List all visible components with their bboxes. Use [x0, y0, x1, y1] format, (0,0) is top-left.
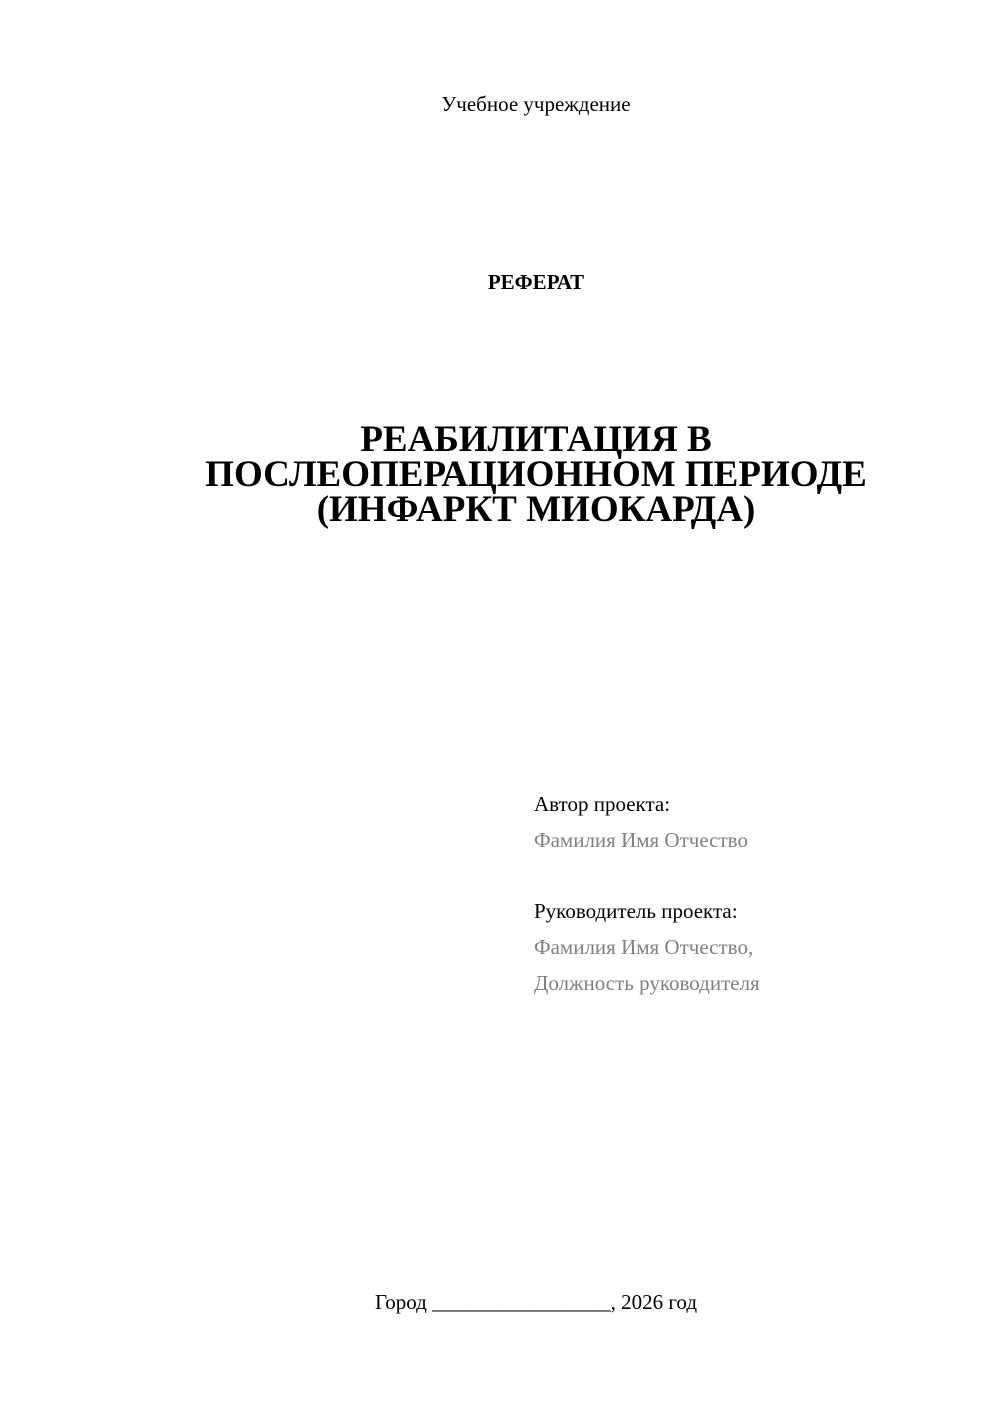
supervisor-name: Фамилия Имя Отчество, — [534, 935, 754, 959]
supervisor-label: Руководитель проекта: — [534, 899, 738, 923]
document-type: РЕФЕРАТ — [487, 270, 585, 294]
city-year-footer: Город _________________, 2026 год — [374, 1290, 698, 1314]
supervisor-block — [534, 893, 760, 1001]
title-line: РЕАБИЛИТАЦИЯ В — [360, 419, 712, 460]
author-name: Фамилия Имя Отчество — [534, 828, 748, 852]
document-title — [140, 419, 932, 530]
title-line: (ИНФАРКТ МИОКАРДА) — [316, 489, 756, 530]
author-block — [534, 786, 748, 858]
institution-name: Учебное учреждение — [441, 92, 631, 116]
author-label: Автор проекта: — [534, 792, 671, 816]
supervisor-position: Должность руководителя — [534, 971, 760, 995]
title-line: ПОСЛЕОПЕРАЦИОННОМ ПЕРИОДЕ — [205, 454, 867, 495]
